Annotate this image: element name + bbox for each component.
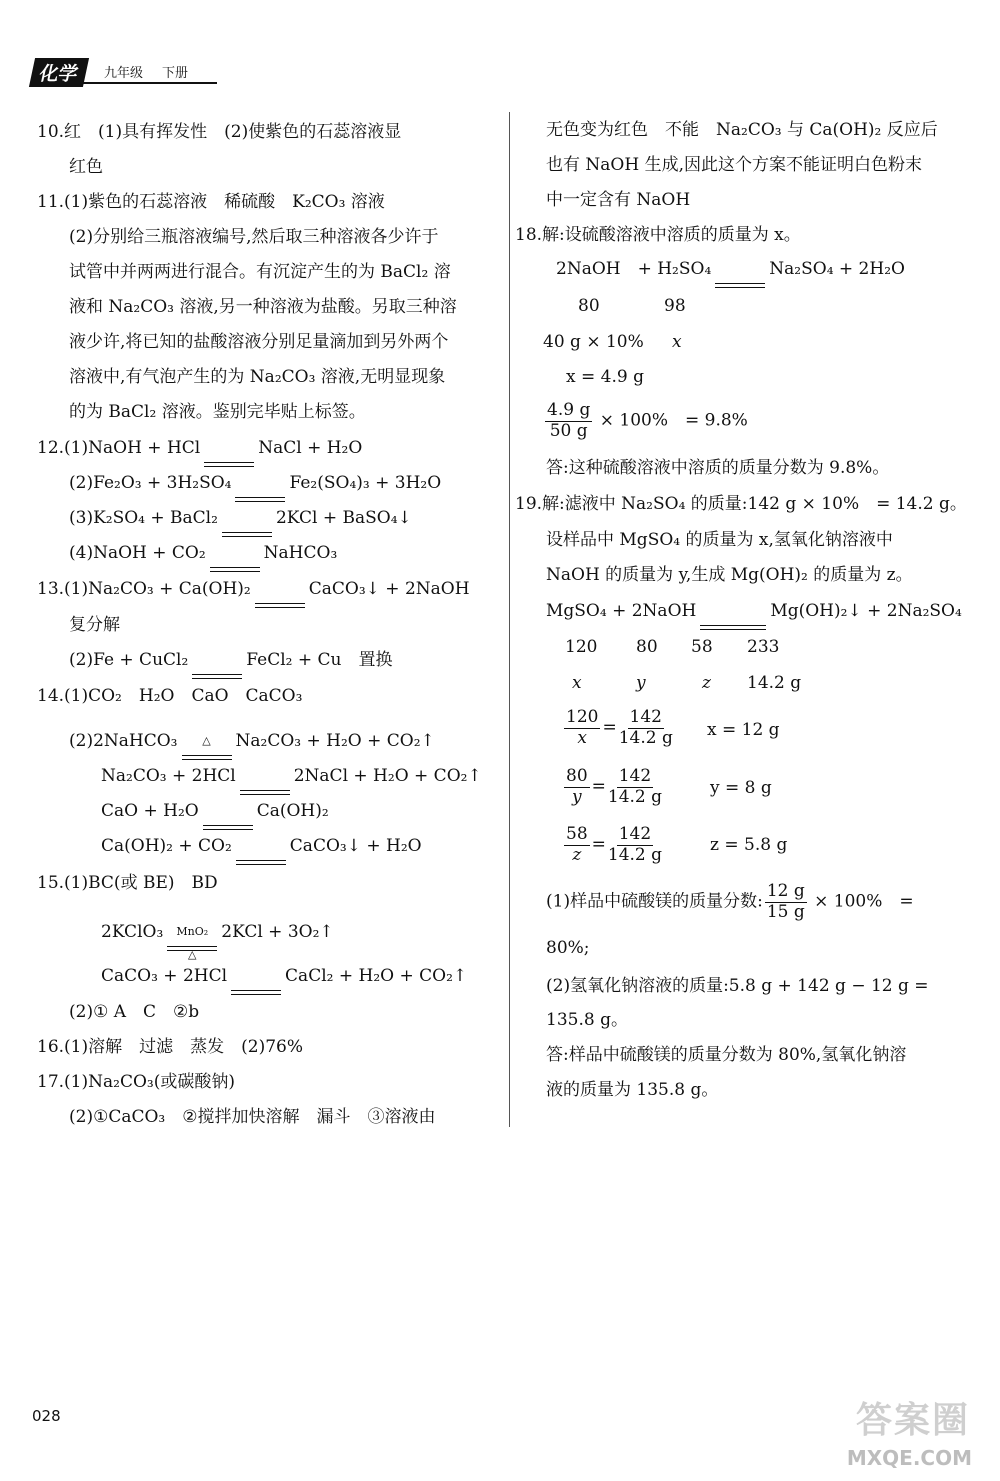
fraction-numerator: 12 g <box>766 881 805 901</box>
fraction-denominator: 14.2 g <box>607 844 663 865</box>
answer-16: 16.(1)溶解 过滤 蒸发 (2)76% <box>37 1037 303 1057</box>
answer-11-line7: 的为 BaCl₂ 溶液。鉴别完毕贴上标签。 <box>69 402 366 422</box>
fraction-numerator: 142 <box>618 824 652 844</box>
answer-17-cont2: 也有 NaOH 生成,因此这个方案不能证明白色粉末 <box>546 155 922 175</box>
answer-11-line4: 液和 Na₂CO₃ 溶液,另一种溶液为盐酸。另取三种溶 <box>69 297 457 317</box>
answer-19-var1: x <box>572 673 582 693</box>
answer-11-line2: (2)分别给三瓶溶液编号,然后取三种溶液各少许于 <box>69 227 439 247</box>
answer-19-part1 <box>546 882 914 922</box>
eq-right: Mg(OH)₂↓ + 2Na₂SO₄ <box>770 601 962 621</box>
fraction-denominator: 14.2 g <box>618 727 673 748</box>
eq-left: (2)Fe₂O₃ + 3H₂SO₄ <box>69 473 232 493</box>
answer-19-var3: z <box>702 673 711 693</box>
answer-19-y-result: y = 8 g <box>710 778 772 798</box>
fraction-numerator: 58 <box>566 824 588 844</box>
answer-10-line1: 10.红 (1)具有挥发性 (2)使紫色的石蕊溶液显 <box>37 122 402 142</box>
answer-13-type: 复分解 <box>69 615 120 635</box>
answer-12-eq3 <box>69 508 412 528</box>
eq-left: 12.(1)NaOH + HCl <box>37 438 201 458</box>
fraction <box>608 825 662 865</box>
answer-18-conclusion: 答:这种硫酸溶液中溶质的质量分数为 9.8%。 <box>546 458 890 478</box>
eq-right: CaCO₃↓ + 2NaOH <box>308 579 470 599</box>
column-divider <box>509 112 510 1127</box>
eq-left: Ca(OH)₂ + CO₂ <box>101 836 232 856</box>
grade-label: 九年级 <box>104 66 144 81</box>
answer-19-conclusion1: 答:样品中硫酸镁的质量分数为 80%,氢氧化钠溶 <box>546 1045 907 1065</box>
answer-18-mass1: 80 <box>578 296 600 316</box>
fraction <box>545 401 592 441</box>
eq-right: 2KCl + BaSO₄↓ <box>275 508 412 528</box>
fraction-numerator: 80 <box>566 766 588 786</box>
fraction <box>765 882 807 922</box>
answer-19-z-result: z = 5.8 g <box>710 835 788 855</box>
answer-14-eq4 <box>101 836 422 856</box>
answer-10-line2: 红色 <box>69 157 103 177</box>
answer-19-part2: (2)氢氧化钠溶液的质量:5.8 g + 142 g − 12 g = <box>546 976 929 996</box>
fraction-numerator: 142 <box>629 707 662 727</box>
fraction-numerator: 120 <box>566 707 599 727</box>
eq-right: Na₂CO₃ + H₂O + CO₂↑ <box>235 731 435 751</box>
eq-right: 2NaCl + H₂O + CO₂↑ <box>293 766 482 786</box>
answer-19-line2: 设样品中 MgSO₄ 的质量为 x,氢氧化钠溶液中 <box>546 530 893 550</box>
fraction <box>619 708 673 748</box>
answer-18-eq <box>556 259 905 279</box>
heat-condition: △ <box>202 733 211 747</box>
fraction <box>564 708 600 748</box>
answer-15-line2: (2)① A C ②b <box>69 1002 200 1022</box>
answer-19-line1: 19.解:滤液中 Na₂SO₄ 的质量:142 g × 10% = 14.2 g。 <box>515 494 967 514</box>
answer-13-eq2 <box>69 650 392 670</box>
eq-right: CaCl₂ + H₂O + CO₂↑ <box>285 966 468 986</box>
answer-17-line1: 17.(1)Na₂CO₃(或碳酸钠) <box>37 1072 235 1092</box>
answer-19-ratio2: $\frac{80}{y}$ = $\frac{142}{14.2 g}$ <box>566 766 663 807</box>
answer-19-ratio3: $\frac{58}{z}$ = $\frac{142}{14.2 g}$ <box>566 824 663 865</box>
page-header <box>32 58 217 86</box>
answer-15-eq2 <box>101 966 467 986</box>
answer-14-eq2 <box>101 766 482 786</box>
eq-left: (2)Fe + CuCl₂ <box>69 650 189 670</box>
answer-17-cont3: 中一定含有 NaOH <box>546 190 691 210</box>
fraction-denominator: y <box>572 786 582 807</box>
answer-15-eq1 <box>101 922 334 961</box>
answer-19-mass3: 58 <box>691 637 713 657</box>
answer-17-cont1: 无色变为红色 不能 Na₂CO₃ 与 Ca(OH)₂ 反应后 <box>546 120 938 140</box>
answer-19-part1-result: 80%; <box>546 938 590 958</box>
fraction-numerator: 4.9 g <box>547 400 591 420</box>
eq-left: 2KClO₃ <box>101 922 164 942</box>
eq-left: (3)K₂SO₄ + BaCl₂ <box>69 508 218 528</box>
fraction-denominator: 50 g <box>549 420 588 441</box>
subject-logo: 化学 <box>29 58 89 87</box>
answer-11-line3: 试管中并两两进行混合。有沉淀产生的为 BaCl₂ 溶 <box>69 262 451 282</box>
fraction-denominator: x <box>577 727 588 748</box>
eq-right: Na₂SO₄ + 2H₂O <box>769 259 905 279</box>
answer-19-line3: NaOH 的质量为 y,生成 Mg(OH)₂ 的质量为 z。 <box>546 565 913 585</box>
answer-19-part2-result: 135.8 g。 <box>546 1010 628 1030</box>
part1-tail: × 100% = <box>814 891 914 912</box>
answer-13-eq1 <box>37 579 470 599</box>
eq-left: CaCO₃ + 2HCl <box>101 966 228 986</box>
eq-right: FeCl₂ + Cu 置换 <box>246 650 393 670</box>
fraction-denominator: z <box>572 844 582 865</box>
fraction <box>564 825 590 865</box>
eq-left: (4)NaOH + CO₂ <box>69 543 206 563</box>
answer-18-line1: 18.解:设硫酸溶液中溶质的质量为 x。 <box>515 225 801 245</box>
eq-right: NaCl + H₂O <box>258 438 363 458</box>
answer-19-mass1: 120 <box>565 637 598 657</box>
volume-label: 下册 <box>162 66 189 81</box>
watermark-url: MXQE.COM <box>846 1446 972 1470</box>
part1-label: (1)样品中硫酸镁的质量分数: <box>546 891 763 912</box>
answer-14-line1: 14.(1)CO₂ H₂O CaO CaCO₃ <box>37 686 303 706</box>
answer-15-line1: 15.(1)BC(或 BE) BD <box>37 873 218 893</box>
answer-11-line6: 溶液中,有气泡产生的为 Na₂CO₃ 溶液,无明显现象 <box>69 367 446 387</box>
answer-12-eq4 <box>69 543 337 563</box>
answer-19-mass2: 80 <box>636 637 658 657</box>
answer-19-ratio1: $\frac{120}{x}$ = $\frac{142}{14.2 g}$ <box>566 707 673 748</box>
eq-left: (2)2NaHCO₃ <box>69 731 178 751</box>
answer-19-var4: 14.2 g <box>747 673 802 693</box>
eq-right: Ca(OH)₂ <box>256 801 329 821</box>
answer-12-eq2 <box>69 473 441 493</box>
answer-19-mass4: 233 <box>747 637 780 657</box>
eq-left: 13.(1)Na₂CO₃ + Ca(OH)₂ <box>37 579 251 599</box>
answer-14-eq3 <box>101 801 329 821</box>
eq-left: Na₂CO₃ + 2HCl <box>101 766 236 786</box>
page-number: 028 <box>32 1407 61 1425</box>
answer-17-line2: (2)①CaCO₃ ②搅拌加快溶解 漏斗 ③溶液由 <box>69 1107 436 1127</box>
header-rule <box>32 82 217 84</box>
eq-left: MgSO₄ + 2NaOH <box>546 601 697 621</box>
answer-18-val2: x <box>672 332 682 352</box>
answer-12-eq1 <box>37 438 362 458</box>
answer-11-line5: 液少许,将已知的盐酸溶液分别足量滴加到另外两个 <box>69 332 449 352</box>
eq-right: CaCO₃↓ + H₂O <box>289 836 422 856</box>
answer-14-eq1 <box>69 731 435 751</box>
fraction-denominator: 15 g <box>766 901 805 922</box>
answer-18-x-result: x = 4.9 g <box>566 367 644 387</box>
answer-19-x-result: x = 12 g <box>707 720 780 740</box>
fraction-tail: × 100% = 9.8% <box>599 410 748 431</box>
answer-18-val1: 40 g × 10% <box>543 332 644 352</box>
answer-19-eq <box>546 601 962 621</box>
fraction <box>564 767 590 807</box>
answer-18-mass2: 98 <box>664 296 686 316</box>
heat-condition: △ <box>188 948 197 961</box>
fraction-numerator: 142 <box>618 766 652 786</box>
answer-19-var2: y <box>636 673 646 693</box>
answer-19-conclusion2: 液的质量为 135.8 g。 <box>546 1080 719 1100</box>
eq-left: CaO + H₂O <box>101 801 199 821</box>
eq-right: Fe₂(SO₄)₃ + 3H₂O <box>289 473 442 493</box>
catalyst-condition: MnO₂ <box>176 924 209 938</box>
eq-left: 2NaOH + H₂SO₄ <box>556 259 712 279</box>
answer-18-fraction-line <box>543 401 748 441</box>
answer-11-line1: 11.(1)紫色的石蕊溶液 稀硫酸 K₂CO₃ 溶液 <box>37 192 385 212</box>
eq-right: 2KCl + 3O₂↑ <box>221 922 334 942</box>
watermark-text: 答案圈 <box>855 1400 970 1441</box>
fraction <box>608 767 662 807</box>
watermark-logo <box>822 1392 972 1470</box>
eq-right: NaHCO₃ <box>263 543 338 563</box>
fraction-denominator: 14.2 g <box>607 786 663 807</box>
